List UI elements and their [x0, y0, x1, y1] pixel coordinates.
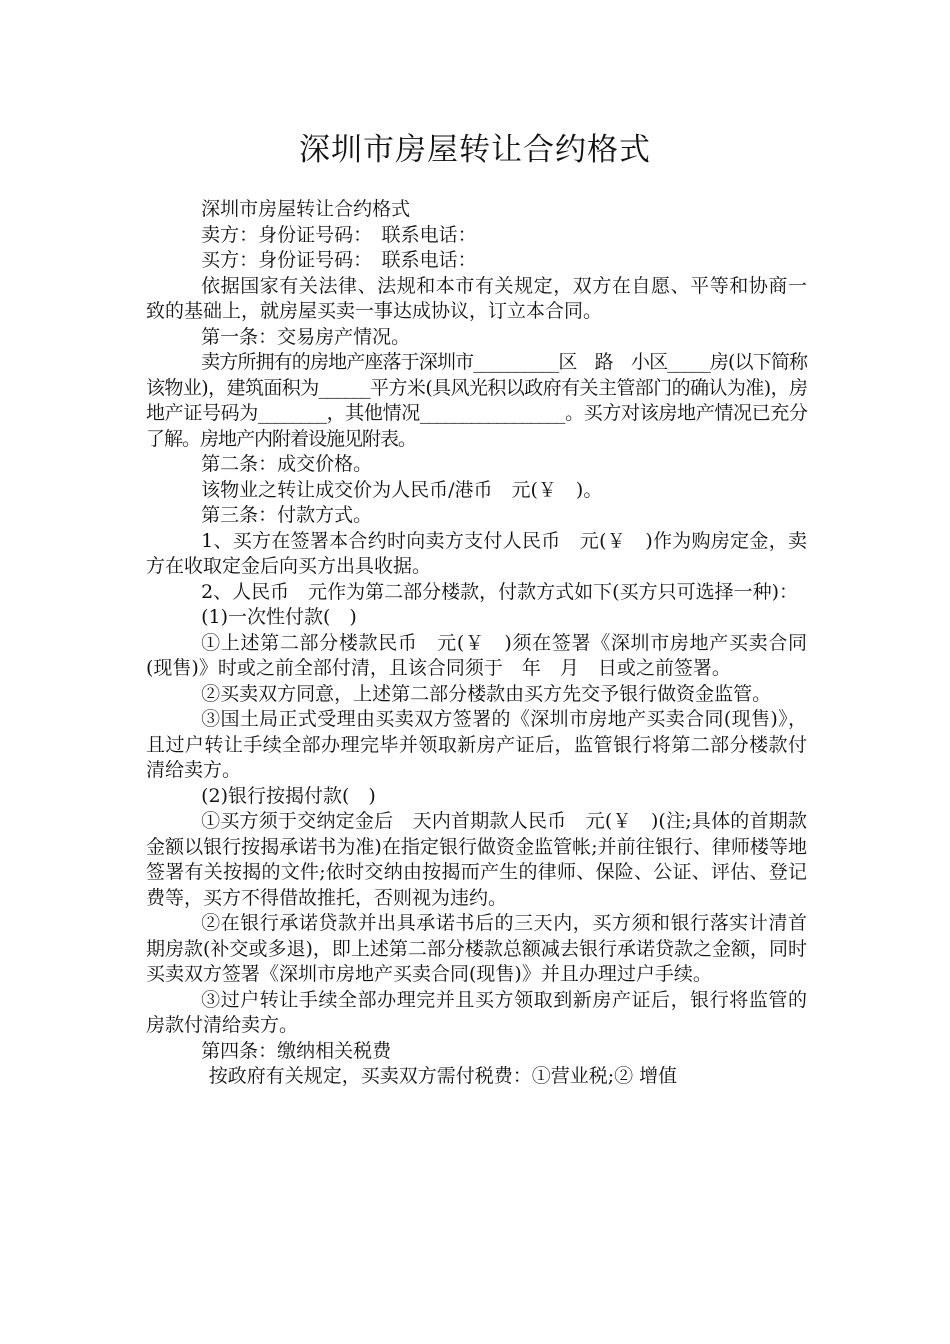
article-3-item-1: 1、买方在签署本合约时向卖方支付人民币 元(￥ )作为购房定金，卖方在收取定金后向买方出具收据。: [146, 529, 807, 577]
option-1-clause-3: ③国土局正式受理由买卖双方签署的《深圳市房地产买卖合同(现售)》，且过户转让手续全部办理完毕并领取新房产证后，监管银行将第二部分楼款付清给卖方。: [146, 708, 807, 781]
option-1-clause-2: ②买卖双方同意，上述第二部分楼款由买方先交予银行做资金监管。: [201, 682, 772, 705]
paragraph-seller: 卖方：身份证号码： 联系电话：: [201, 223, 477, 246]
option-2-clause-3: ③过户转让手续全部办理完并且买方领取到新房产证后，银行将监管的房款付清给卖方。: [146, 988, 807, 1036]
paragraph-buyer: 买方：身份证号码： 联系电话：: [201, 249, 477, 271]
option-1-clause-1: ①上述第二部分楼款民币 元(￥ )须在签署《深圳市房地产买卖合同(现售)》时或之前全部付清，且该合同须于 年 月 日或之前签署。: [146, 631, 807, 679]
paragraph-subtitle: 深圳市房屋转让合约格式: [201, 198, 411, 220]
article-3-heading: 第三条：付款方式。: [201, 504, 373, 526]
document-title: 深圳市房屋转让合约格式: [299, 132, 651, 168]
option-2-clause-2: ②在银行承诺贷款并出具承诺书后的三天内，买方须和银行落实计清首期房款(补交或多退)，即上述第二部分楼款总额减去银行承诺贷款之金额，同时买卖双方签署《深圳市房地产买卖合同(现售)》并且办理过户手续。: [146, 912, 807, 985]
article-1-body: 卖方所拥有的房地产座落于深圳市__________区 路 小区_____房(以下简称该物业)，建筑面积为______平方米(具风光积以政府有关主管部门的确认为准)，房地产证号码为________，其他情况_________________。买方对该房地产情况已充分了解。房地产内附着设施见附表。: [146, 351, 807, 450]
article-2-heading: 第二条：成交价格。: [201, 453, 373, 475]
option-1-heading: (1)一次性付款( ): [201, 606, 357, 628]
paragraph-preamble: 依据国家有关法律、法规和本市有关规定，双方在自愿、平等和协商一致的基础上，就房屋买卖一事达成协议，订立本合同。: [146, 274, 807, 322]
article-4-body: 按政府有关规定，买卖双方需付税费：①营业税;② 增值: [208, 1065, 678, 1087]
option-2-heading: (2)银行按揭付款( ): [201, 784, 376, 807]
article-1-heading: 第一条：交易房产情况。: [201, 325, 411, 348]
article-4-heading: 第四条：缴纳相关税费: [201, 1039, 392, 1062]
article-2-body: 该物业之转让成交价为人民币/港币 元(￥ )。: [201, 478, 603, 501]
document-body: [146, 197, 807, 1090]
option-2-clause-1: ①买方须于交纳定金后 天内首期款人民币 元(￥ )(注;具体的首期款金额以银行按揭承诺书为准)在指定银行做资金监管帐;并前往银行、律师楼等地签署有关按揭的文件;依时交纳由按揭而产生的律师、保险、公证、评估、登记费等，买方不得借故推托，否则视为违约。: [146, 810, 807, 909]
article-3-item-2: 2、人民币 元作为第二部分楼款，付款方式如下(买方只可选择一种)：: [201, 580, 799, 603]
